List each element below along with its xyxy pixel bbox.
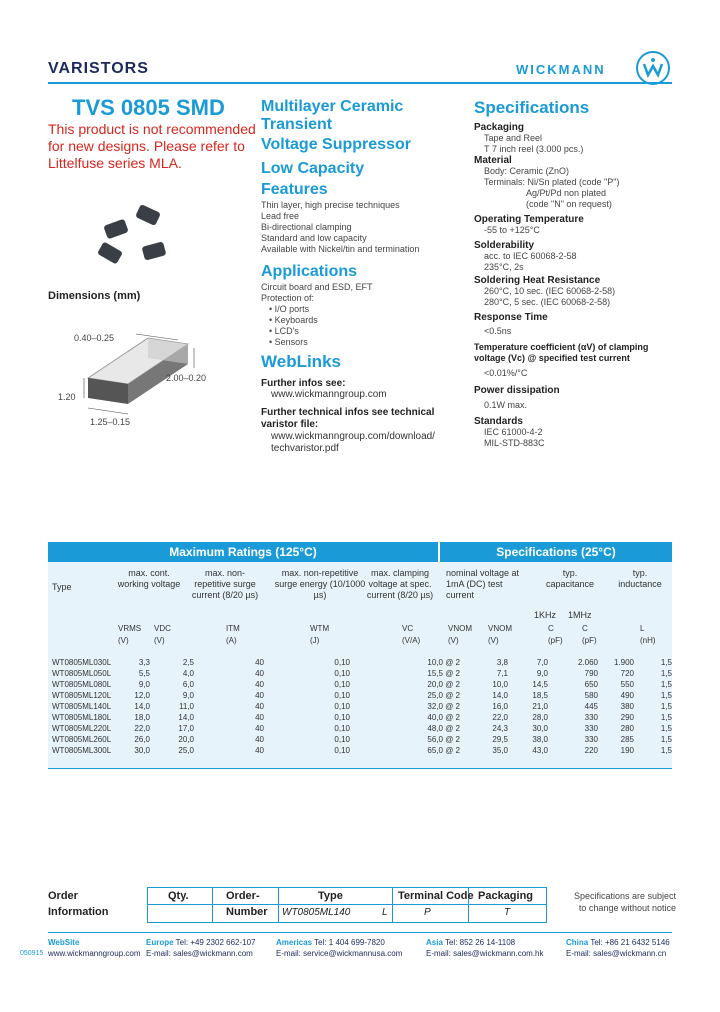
order-number-header: Order- (226, 890, 260, 902)
table-cell: 40 (255, 735, 264, 744)
brand-name: WICKMANN (516, 62, 606, 77)
col-header: typ. capacitance (545, 568, 595, 589)
header-rule (48, 82, 672, 84)
spec-value: 280°C, 5 sec. (IEC 60068-2-58) (484, 297, 611, 307)
feature-item: Bi-directional clamping (261, 222, 352, 232)
table-cell: 40 (255, 658, 264, 667)
table-cell: 3,8 (496, 658, 508, 667)
spec-label: Solderability (474, 240, 535, 251)
spec-label: Standards (474, 416, 523, 427)
table-cell: 7,0 (536, 658, 548, 667)
table-cell: 1,5 (660, 658, 672, 667)
table-symbol: VC (402, 624, 414, 633)
dim-height: 1.20 (58, 392, 76, 402)
table-cell: 30,0 (134, 746, 150, 755)
table-cell: 1,5 (660, 702, 672, 711)
table-cell: 0,10 (334, 735, 350, 744)
table-unit: (A) (226, 636, 237, 645)
table-cell: 445 (584, 702, 598, 711)
table-cell: 40 (255, 724, 264, 733)
symbol-row (48, 624, 672, 636)
footer-asia: Asia Tel: 852 26 14-1108 (426, 938, 516, 947)
col-header: max. cont. working voltage (117, 568, 181, 589)
footer-europe-mail[interactable]: E-mail: sales@wickmann.com (146, 949, 253, 958)
spec-value: acc. to IEC 60068-2-58 (484, 251, 577, 261)
spec-label: Power dissipation (474, 385, 560, 396)
table-symbol: WTM (310, 624, 330, 633)
footer-europe: Europe Tel: +49 2302 662-107 (146, 938, 256, 947)
table-cell: 2,5 (182, 658, 194, 667)
table-unit: (V) (118, 636, 129, 645)
table-symbol: VDC (154, 624, 171, 633)
table-cell: 20,0 @ 2 (427, 680, 460, 689)
spec-label: Soldering Heat Resistance (474, 275, 601, 286)
dim-length: 2.00–0.20 (166, 373, 207, 383)
table-cell: 28,0 (532, 713, 548, 722)
table-cell: 48,0 @ 2 (427, 724, 460, 733)
table-cell: 22,0 (492, 713, 508, 722)
table-unit: (pF) (548, 636, 563, 645)
table-header-ratings: Maximum Ratings (125°C) (48, 542, 438, 562)
order-table (147, 887, 547, 923)
product-photo (95, 200, 195, 280)
bullet-icon: • (269, 326, 273, 336)
table-unit: (V) (448, 636, 459, 645)
table-cell: 7,1 (496, 669, 508, 678)
feature-item: Thin layer, high precise techniques (261, 200, 400, 210)
specs-heading: Specifications (474, 98, 590, 117)
freq-label: 1KHz (534, 610, 557, 620)
table-cell: 17,0 (178, 724, 194, 733)
table-cell: 43,0 (532, 746, 548, 755)
order-qty-header: Qty. (168, 890, 189, 902)
spec-value: MIL-STD-883C (484, 438, 545, 448)
table-cell: 220 (584, 746, 598, 755)
spec-value: IEC 61000-4-2 (484, 427, 543, 437)
table-cell: 14,0 (178, 713, 194, 722)
table-cell: 2.060 (577, 658, 598, 667)
table-cell-type: WT0805ML260L (52, 735, 112, 744)
applications-heading: Applications (261, 263, 358, 280)
table-body (48, 562, 672, 769)
table-cell: 650 (584, 680, 598, 689)
weblinks-url[interactable]: www.wickmanngroup.com/download/ techvaristor.pdf (271, 431, 435, 454)
table-cell: 3,3 (138, 658, 150, 667)
table-header-specs: Specifications (25°C) (440, 542, 672, 562)
spec-value: <0.01%/°C (484, 368, 528, 378)
table-cell: 16,0 (492, 702, 508, 711)
table-cell-type: WT0805ML300L (52, 746, 112, 755)
subtitle-line2: Voltage Suppressor (261, 136, 411, 153)
table-cell: 30,0 (532, 724, 548, 733)
discontinued-notice: This product is not recommended for new designs. Please refer to Littelfuse series MLA. (48, 121, 256, 171)
application-item: Keyboards (274, 315, 318, 325)
table-cell: 490 (620, 691, 634, 700)
ratings-table (48, 542, 672, 768)
table-cell: 14,0 (134, 702, 150, 711)
brand-logo-icon (636, 51, 670, 85)
table-cell: 0,10 (334, 713, 350, 722)
order-number-header: Number (226, 906, 268, 918)
table-symbol: C (582, 624, 588, 633)
table-cell: 330 (584, 724, 598, 733)
table-cell-type: WT0805ML050L (52, 669, 112, 678)
table-cell: 0,10 (334, 669, 350, 678)
table-symbol: VNOM (488, 624, 512, 633)
table-cell: 290 (620, 713, 634, 722)
table-cell: 0,10 (334, 746, 350, 755)
table-cell: 11,0 (179, 702, 194, 711)
footer-website-label: WebSite (48, 938, 80, 947)
table-cell: 12,0 (134, 691, 150, 700)
table-cell: 330 (584, 713, 598, 722)
spec-value: Ag/Pt/Pd non plated (526, 188, 607, 198)
feature-item: Available with Nickel/tin and termination (261, 244, 420, 254)
table-cell: 40 (255, 713, 264, 722)
weblinks-heading: WebLinks (261, 352, 341, 371)
table-cell: 26,0 (134, 735, 150, 744)
table-cell-type: WT0805ML140L (52, 702, 112, 711)
dimensions-heading: Dimensions (mm) (48, 290, 141, 302)
table-cell: 550 (620, 680, 634, 689)
table-cell: 0,10 (334, 658, 350, 667)
order-type-value: WT0805ML140 (282, 907, 351, 918)
table-cell: 20,0 (178, 735, 194, 744)
table-unit: (V) (488, 636, 499, 645)
applications-intro: Circuit board and ESD, EFT (261, 282, 373, 292)
table-cell: 14,0 (492, 691, 508, 700)
table-cell: 35,0 (492, 746, 508, 755)
table-cell: 25,0 (178, 746, 194, 755)
order-separator: L (382, 907, 388, 918)
order-terminal-header: Terminal Code (398, 890, 474, 902)
table-cell-type: WT0805ML120L (52, 691, 112, 700)
table-cell: 40 (255, 691, 264, 700)
bullet-icon: • (269, 304, 273, 314)
table-cell: 1,5 (660, 669, 672, 678)
table-unit: (V) (154, 636, 165, 645)
spec-label: Response Time (474, 312, 548, 323)
features-heading: Features (261, 181, 328, 198)
product-title: TVS 0805 SMD (72, 95, 225, 120)
table-cell-type: WT0805ML220L (52, 724, 112, 733)
table-cell: 1,5 (660, 713, 672, 722)
footer-rule (48, 932, 672, 933)
col-header: nominal voltage at 1mA (DC) test current (446, 568, 520, 600)
application-item: LCD's (274, 326, 299, 336)
spec-label: Material (474, 155, 512, 166)
applications-intro: Protection of: (261, 293, 315, 303)
table-unit: (V/A) (402, 636, 421, 645)
col-header: max. non-repetitive surge energy (10/1000 µs) (274, 568, 366, 600)
footer-china: China Tel: +86 21 6432 5146 (566, 938, 670, 947)
table-unit: (pF) (582, 636, 597, 645)
spec-value: Body: Ceramic (ZnO) (484, 166, 570, 176)
col-header: typ. inductance (618, 568, 662, 589)
dim-top: 0.40–0.25 (74, 333, 115, 343)
table-cell: 380 (620, 702, 634, 711)
table-cell: 40 (255, 746, 264, 755)
table-cell: 40 (255, 669, 264, 678)
application-item: I/O ports (274, 304, 310, 314)
table-cell: 1.900 (613, 658, 634, 667)
table-cell: 790 (584, 669, 598, 678)
table-cell: 40 (255, 680, 264, 689)
feature-item: Lead free (261, 211, 300, 221)
table-cell: 18,5 (532, 691, 548, 700)
table-cell: 1,5 (660, 735, 672, 744)
table-cell: 9,0 (536, 669, 548, 678)
order-note: Specifications are subject to change without notice (573, 891, 676, 913)
spec-value: <0.5ns (484, 326, 512, 336)
table-cell: 285 (620, 735, 634, 744)
order-type-header: Type (318, 890, 343, 902)
table-cell: 190 (620, 746, 634, 755)
table-cell: 9,0 (182, 691, 194, 700)
table-cell: 32,0 @ 2 (427, 702, 460, 711)
spec-label: Packaging (474, 122, 525, 133)
table-cell: 40 (255, 702, 264, 711)
spec-label: Operating Temperature (474, 214, 584, 225)
application-item: Sensors (274, 337, 308, 347)
table-cell: 280 (620, 724, 634, 733)
spec-value: 260°C, 10 sec. (IEC 60068-2-58) (484, 286, 616, 296)
table-cell: 4,0 (182, 669, 194, 678)
table-cell: 5,5 (138, 669, 150, 678)
section-title: VARISTORS (48, 60, 149, 77)
bullet-icon: • (269, 337, 273, 347)
table-symbol: VRMS (118, 624, 142, 633)
table-cell: 330 (584, 735, 598, 744)
table-cell: 10,0 (492, 680, 508, 689)
spec-value: Tape and Reel (484, 133, 543, 143)
dim-width: 1.25–0.15 (90, 417, 131, 427)
freq-label: 1MHz (568, 610, 592, 620)
table-symbol: C (548, 624, 554, 633)
order-label: Order (48, 890, 78, 902)
spec-value: Terminals: Ni/Sn plated (code "P") (484, 177, 620, 187)
table-cell: 40,0 @ 2 (427, 713, 460, 722)
table-cell: 18,0 (134, 713, 150, 722)
table-cell-type: WT0805ML080L (52, 680, 112, 689)
table-symbol: VNOM (448, 624, 472, 633)
table-symbol: ITM (226, 624, 240, 633)
table-cell: 1,5 (660, 680, 672, 689)
table-unit: (J) (310, 636, 320, 645)
table-cell: 0,10 (334, 691, 350, 700)
table-cell-type: WT0805ML030L (52, 658, 112, 667)
table-cell: 1,5 (660, 746, 672, 755)
footer-china-mail[interactable]: E-mail: sales@wickmann.cn (566, 949, 667, 958)
weblinks-label: Further infos see: (261, 378, 346, 389)
document-code: 050915 (20, 950, 44, 957)
table-cell-type: WT0805ML180L (52, 713, 112, 722)
table-cell: 25,0 @ 2 (427, 691, 460, 700)
unit-row (48, 636, 672, 648)
weblinks-url[interactable]: www.wickmanngroup.com (271, 389, 387, 400)
table-cell: 65,0 @ 2 (427, 746, 460, 755)
spec-value: 0.1W max. (484, 400, 528, 410)
table-cell: 38,0 (532, 735, 548, 744)
spec-value: (code "N" on request) (526, 199, 612, 209)
col-header-type: Type (52, 582, 72, 592)
table-cell: 6,0 (182, 680, 194, 689)
table-cell: 0,10 (334, 680, 350, 689)
spec-value: T 7 inch reel (3.000 pcs.) (484, 144, 584, 154)
table-cell: 56,0 @ 2 (427, 735, 460, 744)
table-unit: (nH) (640, 636, 656, 645)
col-header: max. non-repetitive surge current (8/20 µs) (191, 568, 259, 600)
feature-item: Standard and low capacity (261, 233, 367, 243)
table-cell: 9,0 (138, 680, 150, 689)
footer-asia-mail[interactable]: E-mail: sales@wickmann.com.hk (426, 949, 544, 958)
footer-website[interactable]: www.wickmanngroup.com (48, 949, 141, 958)
table-cell: 1,5 (660, 724, 672, 733)
table-cell: 24,3 (492, 724, 508, 733)
table-cell: 21,0 (532, 702, 548, 711)
table-cell: 22,0 (134, 724, 150, 733)
table-cell: 0,10 (334, 702, 350, 711)
table-cell: 10,0 @ 2 (427, 658, 460, 667)
table-cell: 15,5 @ 2 (427, 669, 460, 678)
spec-value: -55 to +125°C (484, 225, 540, 235)
order-terminal-value: P (424, 907, 431, 918)
spec-label: Temperature coefficient (αV) of clamping voltage (Vc) @ specified test current (474, 342, 649, 363)
table-cell: 580 (584, 691, 598, 700)
table-cell: 29,5 (492, 735, 508, 744)
order-label: Information (48, 906, 109, 918)
table-cell: 14,5 (532, 680, 548, 689)
footer-americas: Americas Tel: 1 404 699-7820 (276, 938, 385, 947)
spec-value: 235°C, 2s (484, 262, 524, 272)
footer-americas-mail[interactable]: E-mail: service@wickmannusa.com (276, 949, 403, 958)
table-cell: 720 (620, 669, 634, 678)
bullet-icon: • (269, 315, 273, 325)
table-cell: 0,10 (334, 724, 350, 733)
table-symbol: L (640, 624, 645, 633)
order-packaging-value: T (504, 907, 511, 918)
subtitle-line1: Multilayer Ceramic Transient (261, 98, 404, 133)
weblinks-label: Further technical infos see technical varistor file: (261, 407, 435, 430)
order-packaging-header: Packaging (478, 890, 534, 902)
table-cell: 1,5 (660, 691, 672, 700)
subtitle-line3: Low Capacity (261, 160, 365, 177)
col-header: max. clamping voltage at spec. current (8/20 µs) (366, 568, 434, 600)
